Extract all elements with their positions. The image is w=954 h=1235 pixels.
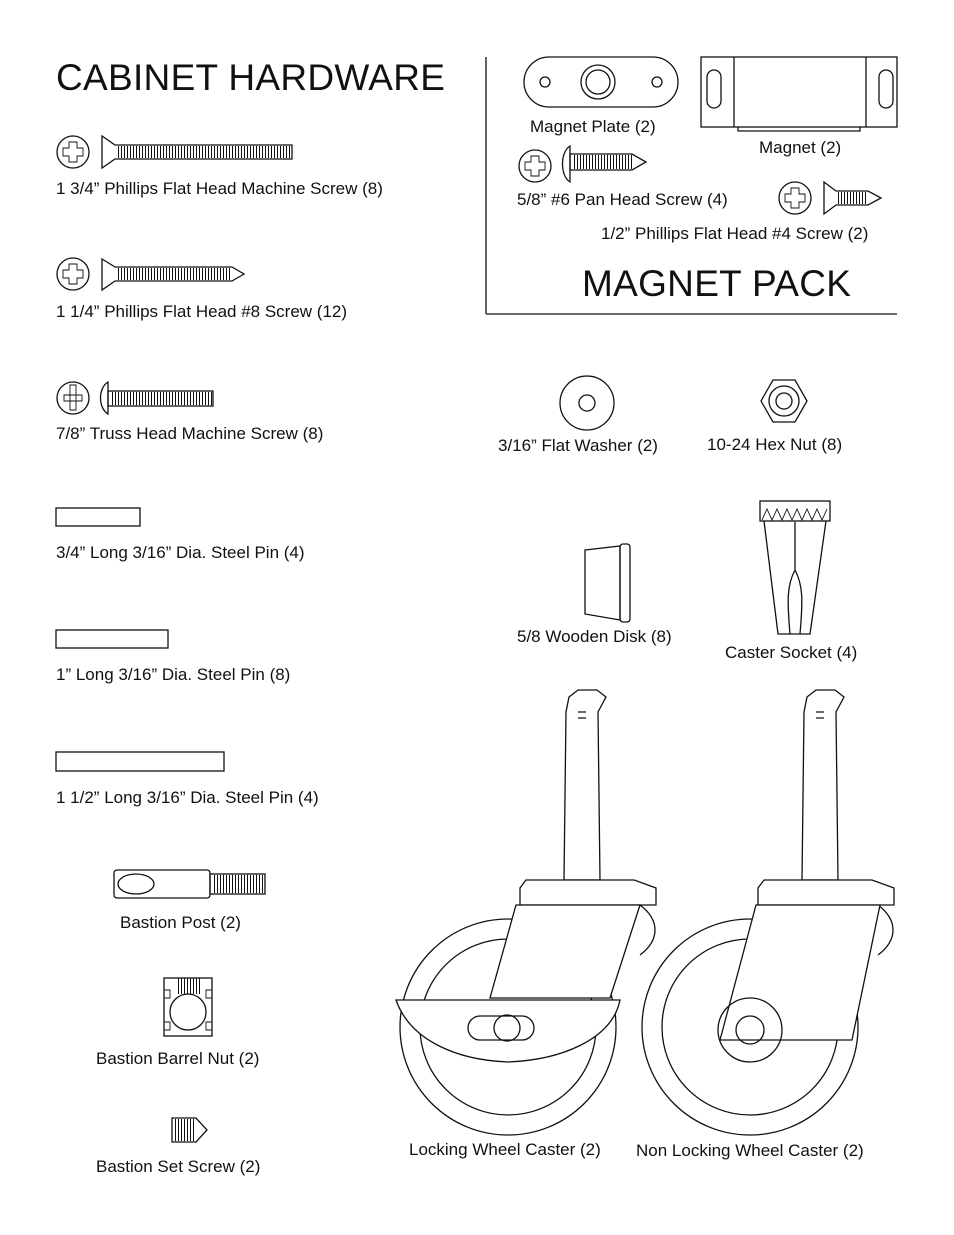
label-pan-head-screw: 5/8” #6 Pan Head Screw (4): [517, 190, 728, 209]
label-screw-7-8: 7/8” Truss Head Machine Screw (8): [56, 424, 324, 443]
label-bastion-set-screw: Bastion Set Screw (2): [96, 1157, 261, 1176]
label-flat-washer: 3/16” Flat Washer (2): [498, 436, 658, 455]
steel-pin-1: [56, 630, 168, 648]
steel-pin-1-1-2: [56, 752, 224, 771]
non-locking-caster-illustration: [642, 690, 894, 1135]
caster-socket-illustration: [760, 501, 830, 634]
label-screw-1-1-4: 1 1/4” Phillips Flat Head #8 Screw (12): [56, 302, 348, 321]
magnet-plate-illustration: [524, 57, 678, 107]
label-pin-1: 1” Long 3/16” Dia. Steel Pin (8): [56, 665, 291, 684]
pan-head-screw-illustration: [519, 146, 646, 182]
label-screw-1-3-4: 1 3/4” Phillips Flat Head Machine Screw (8): [56, 179, 383, 198]
label-pin-3-4: 3/4” Long 3/16” Dia. Steel Pin (4): [56, 543, 305, 562]
label-magnet-plate: Magnet Plate (2): [530, 117, 656, 136]
label-caster-socket: Caster Socket (4): [725, 643, 858, 662]
machine-screw-1-3-4-illustration: [57, 136, 292, 168]
flat-head-8-screw-illustration: [57, 258, 244, 290]
wooden-disk-illustration: [585, 544, 630, 622]
bastion-post-illustration: [114, 870, 265, 898]
label-bastion-post: Bastion Post (2): [120, 913, 241, 932]
bastion-barrel-nut-illustration: [164, 978, 212, 1036]
magnet-illustration: [701, 57, 897, 131]
hex-nut-illustration: [761, 380, 807, 422]
cabinet-hardware-heading: CABINET HARDWARE: [56, 57, 446, 98]
label-locking-caster: Locking Wheel Caster (2): [409, 1140, 601, 1159]
steel-pin-3-4: [56, 508, 140, 526]
flat-washer-illustration: [560, 376, 614, 430]
label-bastion-barrel-nut: Bastion Barrel Nut (2): [96, 1049, 260, 1068]
flat-head-4-screw-illustration: [779, 182, 881, 214]
label-hex-nut: 10-24 Hex Nut (8): [707, 435, 843, 454]
label-wooden-disk: 5/8 Wooden Disk (8): [517, 627, 672, 646]
label-non-locking-caster: Non Locking Wheel Caster (2): [636, 1141, 864, 1160]
label-magnet: Magnet (2): [759, 138, 842, 157]
label-flat-head-4-screw: 1/2” Phillips Flat Head #4 Screw (2): [601, 224, 869, 243]
magnet-pack-heading: MAGNET PACK: [582, 263, 852, 304]
locking-caster-illustration: [396, 690, 656, 1135]
bastion-set-screw-illustration: [172, 1118, 207, 1142]
truss-head-screw-illustration: [57, 382, 213, 414]
label-pin-1-1-2: 1 1/2” Long 3/16” Dia. Steel Pin (4): [56, 788, 319, 807]
